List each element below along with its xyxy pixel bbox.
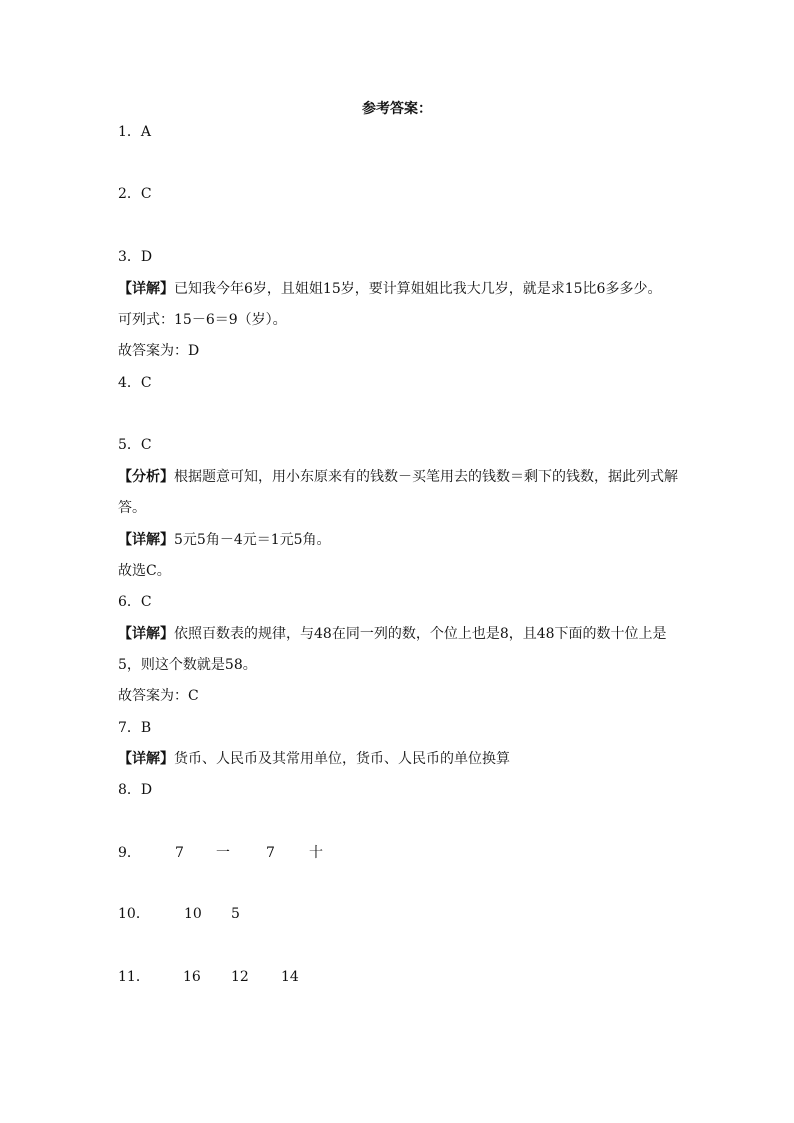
answer-5-conclusion: 故选C。 [118, 563, 171, 579]
answer-11-blank-3: 14 [281, 969, 299, 985]
answer-5: 5．C [118, 437, 152, 453]
answer-9-blank-4: 十 [309, 845, 323, 861]
answer-11-blank-1: 16 [183, 969, 201, 985]
detail-text: 货币、人民币及其常用单位，货币、人民币的单位换算 [174, 751, 510, 767]
answer-9-blank-3: 7 [266, 845, 275, 861]
analysis-tag: 【分析】 [118, 469, 174, 485]
answer-6-detail-line2: 5，则这个数就是58。 [118, 657, 257, 673]
detail-text: 5元5角－4元＝1元5角。 [174, 532, 331, 548]
answer-9-blank-2: 一 [216, 845, 230, 861]
answer-1: 1．A [118, 124, 152, 140]
answer-10-number: 10． [118, 906, 150, 922]
answer-6: 6．C [118, 594, 152, 610]
detail-tag: 【详解】 [118, 281, 174, 297]
answer-9-blank-1: 7 [175, 845, 184, 861]
answer-3: 3．D [118, 249, 153, 265]
answer-10-blank-1: 10 [184, 906, 202, 922]
detail-text: 依照百数表的规律，与48在同一列的数，个位上也是8，且48下面的数十位上是 [174, 626, 667, 642]
answer-7-detail [118, 749, 510, 769]
answer-3-detail-line1 [118, 279, 661, 299]
answer-5-detail [118, 530, 331, 550]
analysis-text: 根据题意可知，用小东原来有的钱数－买笔用去的钱数＝剩下的钱数，据此列式解 [174, 469, 678, 485]
answer-3-conclusion: 故答案为：D [118, 343, 200, 359]
answer-5-analysis-line1 [118, 467, 678, 487]
answer-5-analysis-line2: 答。 [118, 500, 146, 516]
detail-tag: 【详解】 [118, 626, 174, 642]
answer-3-detail-line2: 可列式：15－6＝9（岁）。 [118, 312, 287, 328]
answer-11-blank-2: 12 [231, 969, 249, 985]
answer-6-detail-line1 [118, 624, 667, 644]
answer-9-number: 9． [118, 845, 141, 861]
detail-tag: 【详解】 [118, 751, 174, 767]
answer-6-conclusion: 故答案为：C [118, 688, 199, 704]
page-title: 参考答案： [362, 101, 432, 117]
answer-4: 4．C [118, 375, 152, 391]
answer-11-number: 11． [118, 969, 150, 985]
answer-10-blank-2: 5 [231, 906, 240, 922]
detail-text: 已知我今年6岁，且姐姐15岁，要计算姐姐比我大几岁，就是求15比6多多少。 [174, 281, 662, 297]
answer-8: 8．D [118, 782, 153, 798]
answer-2: 2．C [118, 186, 152, 202]
detail-tag: 【详解】 [118, 532, 174, 548]
answer-7: 7．B [118, 720, 152, 736]
